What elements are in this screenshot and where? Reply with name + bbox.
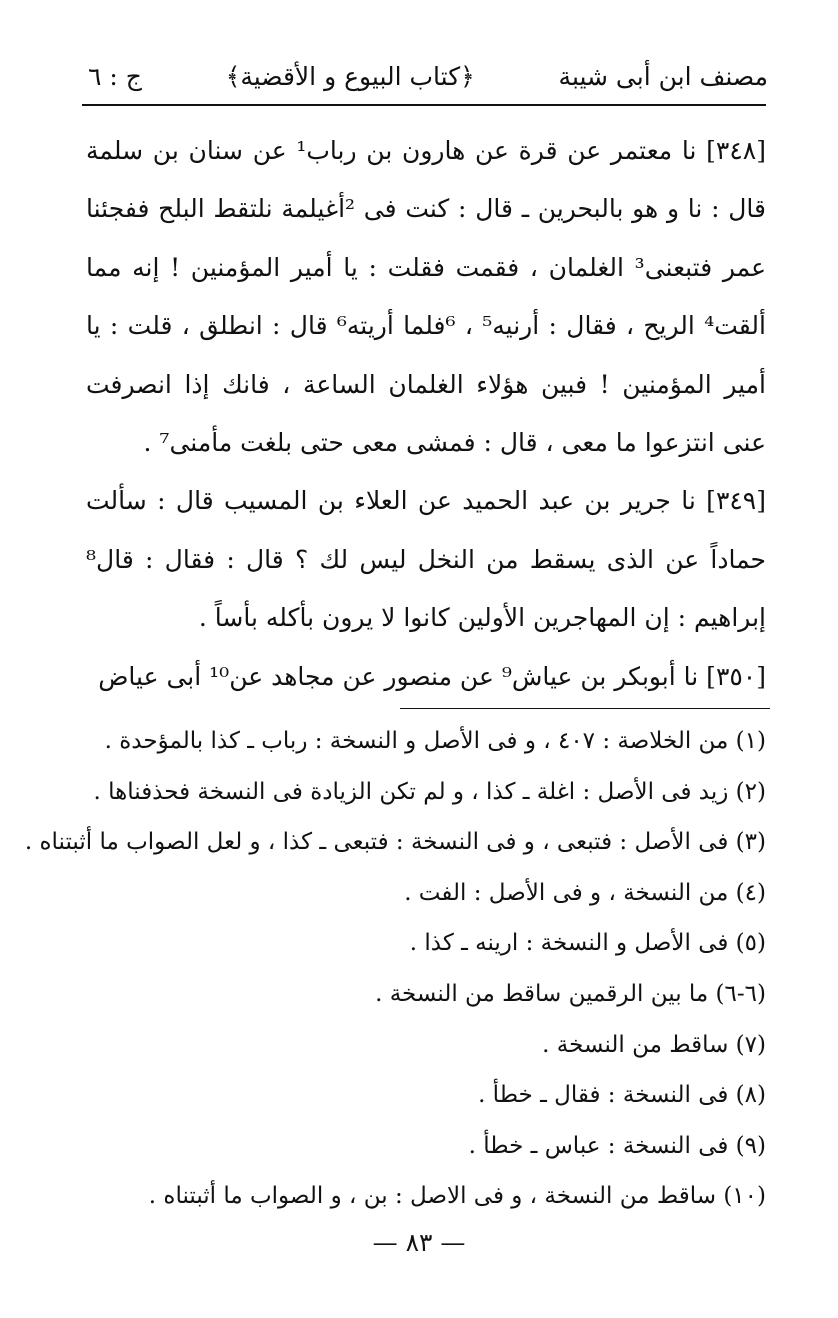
footnote-rule [400,708,770,709]
footnote-10: (١٠) ساقط من النسخة ، و فى الاصل : بن ، و الصواب ما أثبتناه . [148,1183,766,1210]
footnote-9: (٩) فى النسخة : عباس ـ خطأ . [468,1132,766,1159]
footnote-4: (٤) من النسخة ، و فى الأصل : الفت . [404,879,766,906]
hadith-349: [٣٤٩] نا جرير بن عبد الحميد عن العلاء بن المسيب قال : سألت حماداً عن الذى يسقط من النخل ليس لك ؟ قال : فقال : قال⁸ إبراهيم : إن المهاجرين الأولين كانوا لا يرون بأكله بأساً . [86,486,766,633]
footnote-8: (٨) فى النسخة : فقال ـ خطأ . [478,1082,766,1109]
footnote-5: (٥) فى الأصل و النسخة : ارينه ـ كذا . [409,930,766,957]
footnote-2: (٢) زيد فى الأصل : اغلة ـ كذا ، و لم تكن الزيادة فى النسخة فحذفناها . [93,778,766,805]
footnote-1: (١) من الخلاصة : ٤٠٧ ، و فى الأصل و النسخة : رباب ـ كذا بالمؤحدة . [104,728,766,754]
chapter-title: ﴿كتاب البيوع و الأقضية﴾ [225,61,475,91]
page-number: — ٨٣ — [372,1228,466,1257]
book-title: مصنف ابن أبى شيبة [558,61,768,91]
hadith-348: [٣٤٨] نا معتمر عن قرة عن هارون بن رباب¹ عن سنان بن سلمة قال : نا و هو بالبحرين ـ قال : كنت فى ²أغيلمة نلتقط البلح ففجئنا عمر فتبعنى³ الغلمان ، فقمت فقلت : يا أمير المؤمنين ! إنه مما ألقت⁴ الريح ، فقال : أرنيه⁵ ، ⁶فلما أريته⁶ قال : انطلق ، قلت : يا أمير المؤمنين ! فبين هؤلاء الغلمان الساعة ، فانك إذا انصرفت عنى انتزعوا ما معى ، قال : فمشى معى حتى بلغت مأمنى⁷ . [86,136,767,458]
header-rule [82,104,766,106]
running-header [88,55,768,97]
footnotes [24,716,766,1222]
hadith-350: [٣٥٠] نا أبوبكر بن عياش⁹ عن منصور عن مجاهد عن¹⁰ أبى عياض [98,661,766,691]
main-text [86,122,766,706]
footnote-7: (٧) ساقط من النسخة . [542,1031,766,1058]
footnote-3: (٣) فى الأصل : فتبعى ، و فى النسخة : فتبعى ـ كذا ، و لعل الصواب ما أثبتناه . [24,829,766,856]
footnote-6: (٦-٦) ما بين الرقمين ساقط من النسخة . [375,980,766,1007]
volume-number: ج : ٦ [88,61,142,91]
